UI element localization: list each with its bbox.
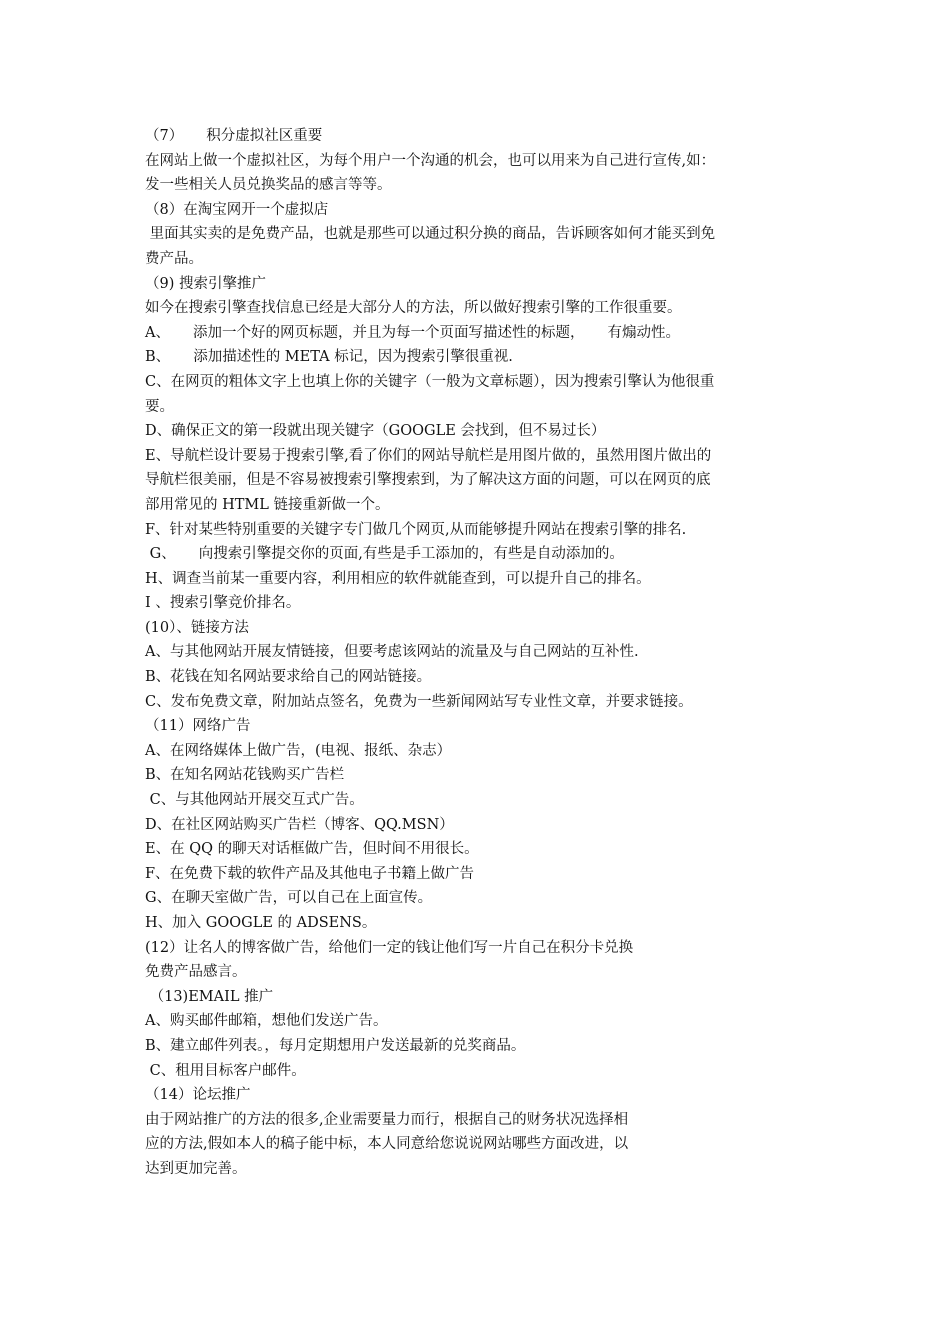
- text-line: 费产品。: [145, 250, 203, 267]
- text-line: 达到更加完善。: [145, 1160, 247, 1177]
- text-line: 里面其实卖的是免费产品，也就是那些可以通过积分换的商品，告诉顾客如何才能买到免: [145, 226, 716, 243]
- text-line: （8）在淘宝网开一个虚拟店: [145, 201, 329, 218]
- text-line: E、导航栏设计要易于搜索引擎,看了你们的网站导航栏是用图片做的，虽然用图片做出的: [145, 447, 712, 464]
- text-line: 由于网站推广的方法的很多,企业需要量力而行，根据自己的财务状况选择相: [145, 1111, 629, 1128]
- text-line: B、在知名网站花钱购买广告栏: [145, 767, 345, 784]
- text-line: H、加入 GOOGLE 的 ADSENS。: [145, 915, 377, 931]
- text-line: E、在 QQ 的聊天对话框做广告，但时间不用很长。: [145, 841, 479, 858]
- text-line: F、针对某些特别重要的关键字专门做几个网页,从而能够提升网站在搜索引擎的排名.: [145, 521, 687, 538]
- text-line: I 、搜索引擎竞价排名。: [145, 595, 301, 612]
- text-line: 应的方法,假如本人的稿子能中标，本人同意给您说说网站哪些方面改进，以: [145, 1136, 629, 1153]
- text-line: 免费产品感言。: [145, 964, 247, 981]
- text-line: （13)EMAIL 推广: [145, 988, 274, 1005]
- text-line: B、建立邮件列表。，每月定期想用户发送最新的兑奖商品。: [145, 1037, 526, 1054]
- text-line: （14）论坛推广: [145, 1087, 251, 1104]
- text-line: B、 添加描述性的 META 标记，因为搜索引擎很重视.: [145, 349, 513, 366]
- text-line: 要。: [145, 398, 174, 415]
- text-line: C、租用目标客户邮件。: [145, 1062, 306, 1079]
- text-line: A、在网络媒体上做广告，(电视、报纸、杂志）: [145, 742, 452, 759]
- text-line: G、在聊天室做广告，可以自己在上面宣传。: [145, 890, 433, 907]
- text-line: H、调查当前某一重要内容，利用相应的软件就能查到，可以提升自己的排名。: [145, 570, 651, 587]
- text-line: 如今在搜索引擎查找信息已经是大部分人的方法，所以做好搜索引擎的工作很重要。: [145, 300, 682, 317]
- text-line: A、购买邮件邮箱，想他们发送广告。: [145, 1013, 388, 1030]
- text-line: (10）、链接方法: [145, 619, 249, 636]
- text-line: （9) 搜索引擎推广: [145, 275, 266, 292]
- text-line: A、与其他网站开展友情链接，但要考虑该网站的流量及与自己网站的互补性.: [145, 644, 639, 661]
- text-line: 在网站上做一个虚拟社区，为每个用户一个沟通的机会，也可以用来为自己进行宣传,如：: [145, 152, 716, 169]
- document-body: [145, 124, 825, 1182]
- text-line: （11）网络广告: [145, 718, 251, 735]
- text-line: C、在网页的粗体文字上也填上你的关键字（一般为文章标题），因为搜索引擎认为他很重: [145, 373, 715, 390]
- text-line: A、 添加一个好的网页标题，并且为每一个页面写描述性的标题， 有煽动性。: [145, 324, 681, 341]
- text-line: （7） 积分虚拟社区重要: [145, 128, 323, 144]
- text-line: B、花钱在知名网站要求给自己的网站链接。: [145, 669, 432, 686]
- text-line: F、在免费下载的软件产品及其他电子书籍上做广告: [145, 865, 475, 882]
- text-line: D、在社区网站购买广告栏（博客、QQ.MSN）: [145, 816, 454, 833]
- text-line: 导航栏很美丽，但是不容易被搜索引擎搜索到，为了解决这方面的问题，可以在网页的底: [145, 472, 711, 489]
- text-line: C、与其他网站开展交互式广告。: [145, 792, 364, 809]
- text-line: 发一些相关人员兑换奖品的感言等等。: [145, 177, 392, 194]
- text-line: D、确保正文的第一段就出现关键字（GOOGLE 会找到，但不易过长）: [145, 423, 606, 440]
- text-line: G、 向搜索引擎提交你的页面,有些是手工添加的，有些是自动添加的。: [145, 546, 624, 563]
- text-line: C、发布免费文章，附加站点签名，免费为一些新闻网站写专业性文章，并要求链接。: [145, 693, 693, 710]
- text-line: (12）让名人的博客做广告，给他们一定的钱让他们写一片自己在积分卡兑换: [145, 939, 634, 956]
- text-line: 部用常见的 HTML 链接重新做一个。: [145, 496, 390, 513]
